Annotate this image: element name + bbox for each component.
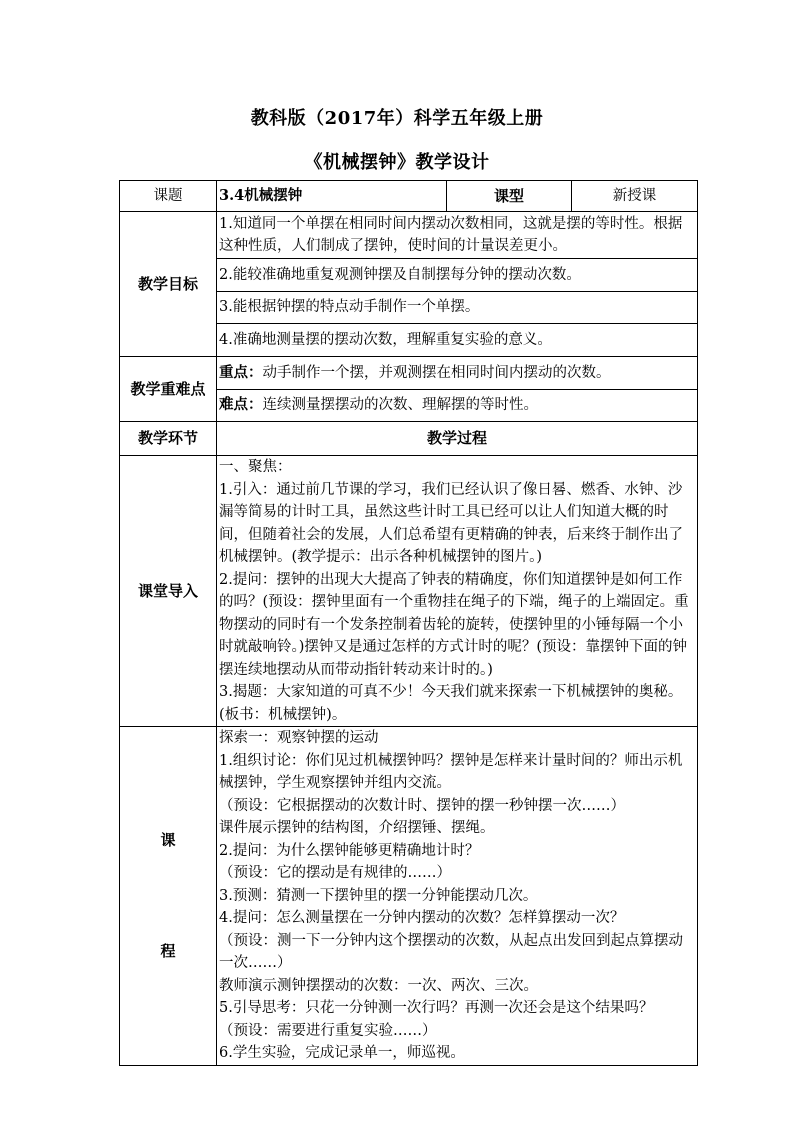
goal-item: 3.能根据钟摆的特点动手制作一个单摆。	[217, 292, 698, 324]
process-label-spacer	[122, 852, 214, 896]
process-line: 3.预测：猜测一下摆钟里的摆一分钟能摆动几次。	[219, 887, 538, 904]
table-row-headers	[120, 422, 698, 456]
process-content	[217, 727, 698, 1066]
goals-label: 教学目标	[120, 212, 217, 357]
difficult-point-lead: 难点：	[219, 396, 263, 414]
topic-label: 课题	[120, 181, 217, 212]
process-line: 2.提问：为什么摆钟能够更精确地计时？	[219, 842, 480, 859]
difficult-point	[217, 390, 698, 422]
process-label	[120, 727, 217, 1066]
table-row-goal-1	[120, 212, 698, 259]
process-label-char-1: 课	[160, 831, 176, 850]
document-title: 教科版（2017年）科学五年级上册	[250, 108, 544, 129]
process-line: 4.提问：怎么测量摆在一分钟内摆动的次数？怎样算摆动一次？	[219, 910, 625, 926]
table-row-topic	[120, 181, 698, 212]
table-row-keypoint	[120, 357, 698, 390]
type-label: 课型	[447, 181, 572, 212]
keypoints-label: 教学重难点	[120, 357, 217, 422]
difficult-point-text: 连续测量摆摆动的次数、理解摆的等时性。	[262, 397, 538, 414]
goal-item: 1.知道同一个单摆在相同时间内摆动次数相同，这就是摆的等时性。根据这种性质，人们制成了摆钟，使时间的计量误差更小。	[217, 212, 698, 259]
key-point	[217, 357, 698, 390]
process-line: （预设：测一下一分钟内这个摆摆动的次数，从起点出发回到起点算摆动一次……）	[219, 932, 683, 971]
process-label-spacer	[122, 896, 214, 940]
process-line: 教师演示测钟摆摆动的次数：一次、两次、三次。	[219, 977, 538, 994]
intro-line: 1.引入：通过前几节课的学习，我们已经认识了像日晷、燃香、水钟、沙漏等简易的计时工具，虽然这些计时工具已经可以让人们知道大概的时间，但随着社会的发展，人们总希望有更精确的钟表，后来终于制作出了机械摆钟。(教学提示：出示各种机械摆钟的图片。)	[219, 481, 683, 565]
intro-content	[217, 456, 698, 727]
lesson-plan-table	[119, 180, 698, 1066]
process-line: 课件展示摆钟的结构图，介绍摆锤、摆绳。	[219, 820, 495, 836]
goal-item: 4.准确地测量摆的摆动次数，理解重复实验的意义。	[217, 324, 698, 357]
intro-line: 一、聚焦：	[219, 459, 292, 475]
process-line: 6.学生实验，完成记录单一，师巡视。	[219, 1045, 465, 1061]
process-line: （预设：它的摆动是有规律的……）	[219, 865, 451, 881]
goal-item: 2.能较准确地重复观测钟摆及自制摆每分钟的摆动次数。	[217, 259, 698, 292]
intro-label: 课堂导入	[120, 456, 217, 727]
intro-line: 2.提问：摆钟的出现大大提高了钟表的精确度，你们知道摆钟是如何工作的吗？(预设：摆钟里面有一个重物挂在绳子的下端，绳子的上端固定。重物摆动的同时有一个发条控制着齿轮的旋转，使摆钟里的小锤每隔一个小时就敲响铃。)摆钟又是通过怎样的方式计时的呢？(预设：靠摆钟下面的钟摆连续地摆动从而带动指针转动来计时的。)	[219, 571, 689, 678]
process-line: （预设：需要进行重复实验……）	[219, 1022, 437, 1039]
intro-line: 3.揭题：大家知道的可真不少！今天我们就来探索一下机械摆钟的奥秘。(板书：机械摆钟)。	[219, 684, 683, 723]
topic-value: 3.4机械摆钟	[217, 181, 447, 212]
type-value: 新授课	[572, 181, 698, 212]
process-line: 5.引导思考：只花一分钟测一次行吗？再测一次还会是这个结果吗？	[219, 1000, 654, 1016]
key-point-lead: 重点：	[219, 363, 263, 381]
process-header: 教学过程	[217, 422, 698, 456]
process-line: 1.组织讨论：你们见过机械摆钟吗？摆钟是怎样来计量时间的？师出示机械摆钟，学生观察摆钟并组内交流。	[219, 752, 683, 791]
key-point-text: 动手制作一个摆，并观测摆在相同时间内摆动的次数。	[262, 364, 611, 381]
process-label-char-2: 程	[160, 941, 176, 960]
document-subtitle: 《机械摆钟》教学设计	[304, 152, 490, 173]
table-row-intro	[120, 456, 698, 727]
process-line: （预设：它根据摆动的次数计时、摆钟的摆一秒钟摆一次……）	[219, 797, 625, 814]
process-line: 探索一：观察钟摆的运动	[219, 730, 379, 746]
table-row-process	[120, 727, 698, 1066]
stage-header: 教学环节	[120, 422, 217, 456]
